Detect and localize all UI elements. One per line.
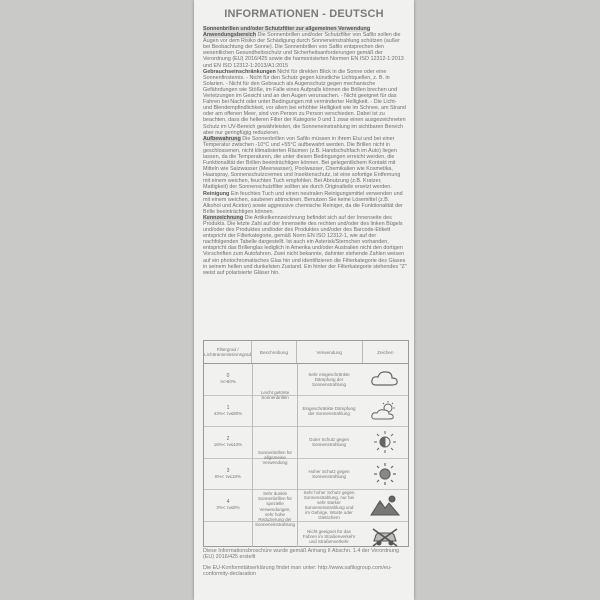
sun-cloud-icon xyxy=(370,400,400,422)
header-symbol: Zeichen xyxy=(377,349,394,355)
table-row: 2 18%< τv≤43% Guter Schutz gegen Sonnenstrahlung xyxy=(204,427,408,459)
header-category: Filtergrad / Lichttransmissionsgrad xyxy=(204,341,252,363)
section-limitations: Gebrauchseinschränkungen Nicht für direkten Blick in die Sonne oder eine Sonnenfinsternis. - Nicht für den Schutz gegen künstliche Lichtquellen, z. B. in Solarien. - Nicht für den Gebrauch als Augenschutz gegen mechanische Gefährdungen wie Stöße, im Falle eines Aufpralls können die Brillen brechen und Verletzungen im Gesicht und an den Augen verursachen. - Nicht geeignet für das Fahren bei Nacht oder unter Bedingungen mit verminderter Helligkeit. - Die Licht- und Blendempfindlichkeit, vor allem bei erhöhter Helligkeit wie im Schnee, am Strand oder am offenen Meer, sind von Person zu Person verschieden. Dabei ist zu beachten, dass die helleren Filter der Kategorie 0 und 1 zwar einen ausgezeichneten Schutz im UV-Bereich gewährleisten, die Sonneneinstrahlung im sichtbaren Bereich aber nur geringfügig reduzieren. xyxy=(203,68,406,136)
section-storage: Aufbewahrung Die Sonnenbrillen von Safilo müssen in ihrem Etui und bei einer Temperatur zwischen -10°C und +55°C aufbewahrt werden. Die Brillen nicht in geschlossenen, nicht klimatisierten Räumen (z.B. Handschuhfach im Auto) liegen lassen, da die Temperaturen, die unter diesen Bedingungen erreicht werden, die Funktionalität der Brillen beeinträchtigen können. Bei gelegentlichem Kontakt mit Mitteln wie Salzwasser (Meerwasser), Poolwasser, Chemikalien wie Kosmetika, Haarspray, Sonnenschutzcremes und Insektenschutz, ist eine sofortige Entfernung mit einem weichen, feuchten Tuch empfohlen. Bei Abnutzung (z.B. Kratzer, Mattigkeit) der Sonnenschutzfilter sollten sie durch Originalteile ersetzt werden. xyxy=(203,135,401,191)
description-column xyxy=(252,364,298,547)
leaflet-body xyxy=(203,26,407,276)
mountain-sun-icon xyxy=(370,494,400,516)
section-cleaning: Reinigung Ein feuchtes Tuch und einen neutralen Reinigungsmittel verwenden und mit einem weichen, sauberen abtrocknen. Benutzen Sie keine Lösemittel (z.B. Alkohol und Aceton) sowie aggressive chemische Reiniger, da die Funktionalität der Brille beeinträchtigen können. xyxy=(203,190,403,215)
leaflet-title: INFORMATIONEN - DEUTSCH xyxy=(224,8,384,20)
footer-note: Diese Informationsbroschüre wurde gemäß Anhang II Abschn. 1.4 der Verordnung (EU) 2016/425 erstellt xyxy=(203,548,399,561)
description-dark: Sehr dunkle Sonnenbrillen für spezielle Verwendungen, sehr hohe Reduzierung der Sonneneinstrahlung xyxy=(255,491,296,528)
no-driving-icon xyxy=(370,526,400,548)
table-row: 4 3%< τv≤8% Sehr hoher Schutz gegen Sonnenstrahlung, nur bei sehr starker Sonneneinstrahlung und im Gebirge, Wüste oder Gletschern xyxy=(204,490,408,522)
intro-heading: Sonnenbrillen und/oder Schutzfilter zur allgemeinen Verwendung xyxy=(203,26,371,32)
table-header xyxy=(204,341,408,364)
table-body xyxy=(204,364,408,547)
cloud-icon xyxy=(370,369,400,389)
table-row: 1 43%< τv≤80% Eingeschränkte Dämpfung der Sonnenstrahlung xyxy=(204,396,408,428)
half-sun-icon xyxy=(372,430,398,454)
table-row: 0 τv>80% Sehr eingeschränkte Dämpfung der Sonnenstrahlung xyxy=(204,364,408,396)
table-row: 3 8%< τv≤18% Hoher Schutz gegen Sonnenstrahlung xyxy=(204,459,408,491)
filter-category-table xyxy=(203,340,409,547)
header-description: Beschreibung xyxy=(252,341,296,363)
table-row: Nicht geeignet für das Fahren im Straßenverkehr und Straßenverkehr xyxy=(204,522,408,553)
header-usage: Verwendung xyxy=(297,341,363,363)
info-leaflet xyxy=(194,0,414,600)
footer-conformity: Die EU-Konformitätserklärung findet man unter: http://www.safilogroup.com/eu-conformity-declaration xyxy=(203,564,392,577)
description-general: Sonnenbrillen für allgemeine Verwendung xyxy=(257,450,293,466)
sun-icon xyxy=(372,462,398,486)
description-light: Leicht getönte Sonnenbrillen xyxy=(260,390,290,401)
section-scope: Anwendungsbereich Die Sonnenbrillen und/oder Schutzfilter von Safilo sollen die Augen vor dem Risiko der Schädigung durch Sonneneinstrahlung schützen (außer bei Beobachtung der Sonne). Die Sonnenbrillen von Safilo entsprechen den wesentlichen Gesundheitsschutz und Sicherheitsanforderungen gemäß der Verordnung (EU) 2016/425 sowie die harmonisierten Normen EN ISO 12312-1:2013 und EN ISO 12312-1:2013/A1:2015 xyxy=(203,32,404,69)
section-marking: Kennzeichnung Die Artikelkennzeichnung befindet sich auf der Innenseite des Produkts. Die letzte Zahl auf der Innenseite des rechten und/oder des linken Bügels und/oder des Produktes und/oder des Produktes und/oder des Barcode-Etikett entspricht der Filterkategorie, gemäß Norm EN ISO 12312-1, wie auf der nachfolgenden Tabelle dargestellt. Ist auch ein Asterisk/Sternchen vorhanden, entspricht das Brillenglas lediglich in Amerika und/oder Australien nicht den dortigen Vorschriften zum Autofahren. Zwei nicht bekannte, dahinter stehende Zahlen weisen auf ein photochromatisches Glas hin und identifizieren die Filterkategorie des Glases in seinem hellen und dunkelsten Zustand. Ein hinter der Filterkategorie stehendes "Z" weist auf polarisierte Gläser hin. xyxy=(203,214,407,276)
leaflet-footer xyxy=(203,548,407,581)
